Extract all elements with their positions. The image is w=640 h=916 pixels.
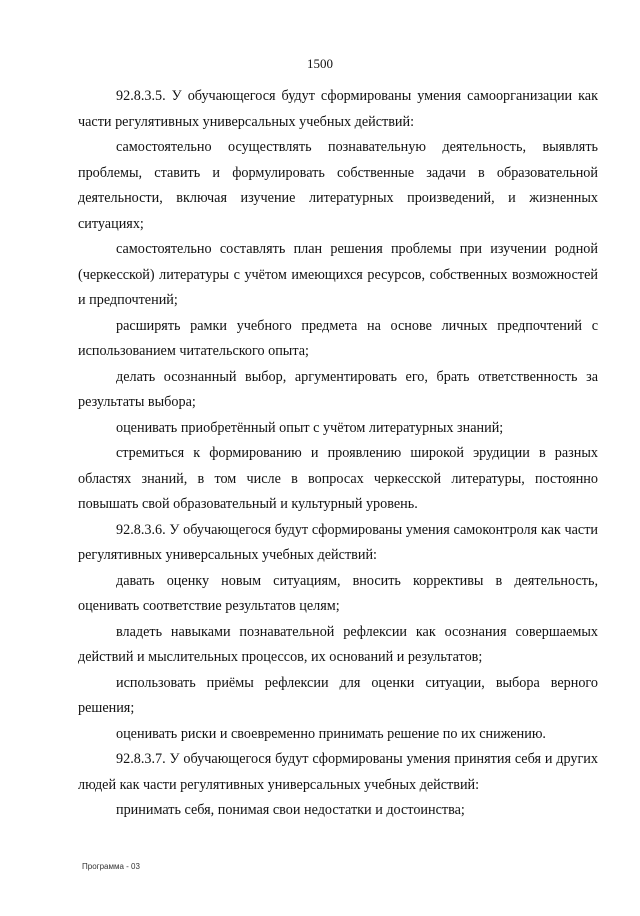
list-item: давать оценку новым ситуациям, вносить коррективы в деятельность, оценивать соответствие результатов целям; [78, 572, 598, 614]
document-body [78, 84, 598, 824]
list-item: самостоятельно осуществлять познавательную деятельность, выявлять проблемы, ставить и формулировать собственные задачи в образовательной деятельности, включая изучение литературных произведений, и жизненных ситуациях; [78, 139, 598, 232]
section-heading-92-8-3-6: 92.8.3.6. У обучающегося будут сформированы умения самоконтроля как части регулятивных универсальных учебных действий: [78, 521, 598, 563]
list-item: стремиться к формированию и проявлению широкой эрудиции в разных областях знаний, в том числе в вопросах черкесской литературы, постоянно повышать свой образовательный и культурный уровень. [78, 445, 598, 512]
list-item: оценивать риски и своевременно принимать решение по их снижению. [116, 725, 546, 742]
page-number: 1500 [307, 56, 333, 71]
list-item: расширять рамки учебного предмета на основе личных предпочтений с использованием читательского опыта; [78, 317, 598, 359]
list-item: владеть навыками познавательной рефлексии как осознания совершаемых действий и мыслительных процессов, их оснований и результатов; [78, 623, 598, 665]
list-item: делать осознанный выбор, аргументировать его, брать ответственность за результаты выбора; [78, 368, 598, 410]
footer-label: Программа - 03 [82, 862, 140, 871]
list-item: самостоятельно составлять план решения проблемы при изучении родной (черкесской) литературы с учётом имеющихся ресурсов, собственных возможностей и предпочтений; [78, 241, 598, 308]
list-item: принимать себя, понимая свои недостатки и достоинства; [116, 802, 465, 818]
section-heading-92-8-3-5: 92.8.3.5. У обучающегося будут сформированы умения самоорганизации как части регулятивных универсальных учебных действий: [78, 88, 598, 130]
list-item: использовать приёмы рефлексии для оценки ситуации, выбора верного решения; [78, 674, 598, 716]
section-heading-92-8-3-7: 92.8.3.7. У обучающегося будут сформированы умения принятия себя и других людей как части регулятивных универсальных учебных действий: [78, 751, 598, 793]
list-item: оценивать приобретённый опыт с учётом литературных знаний; [116, 419, 504, 436]
